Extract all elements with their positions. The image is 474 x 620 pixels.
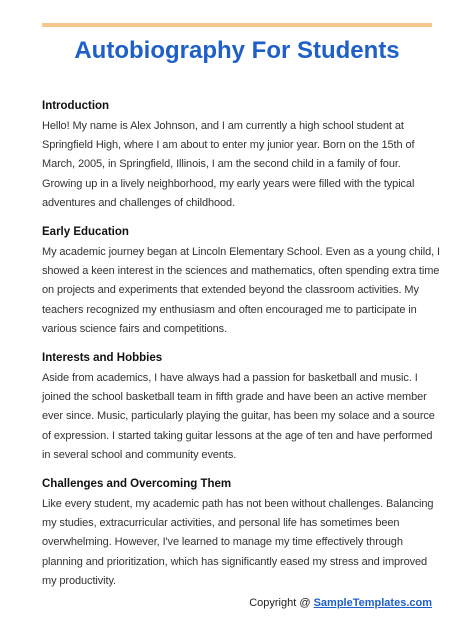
- document-title: Autobiography For Students: [74, 37, 400, 64]
- copyright-label: Copyright @: [249, 597, 311, 609]
- section-body: My academic journey began at Lincoln Elementary School. Even as a young child, I showed a keen interest in the sciences and mathematics, often spending extra time on projects and experiments that extended beyond the classroom activities. My teachers recognized my enthusiasm and often encouraged me to participate in various science fairs and competitions.: [42, 246, 441, 335]
- section-early-education: [42, 224, 442, 339]
- sampletemplates-link[interactable]: SampleTemplates.com: [313, 597, 432, 609]
- section-body: Like every student, my academic path has not been without challenges. Balancing my studies, extracurricular activities, and personal life has sometimes been overwhelming. However, I've learned to manage my time effectively through planning and prioritization, which has significantly eased my stress and improved my productivity.: [42, 498, 434, 587]
- document-content: [42, 98, 442, 602]
- section-challenges: [42, 476, 442, 591]
- section-heading: Challenges and Overcoming Them: [42, 478, 232, 491]
- section-body: Aside from academics, I have always had a passion for basketball and music. I joined the school basketball team in fifth grade and have been an active member ever since. Music, particularly playing the guitar, has been my solace and a source of expression. I started taking guitar lessons at the age of ten and have performed in several school and community events.: [42, 372, 435, 461]
- footer-copyright: [249, 597, 432, 609]
- section-heading: Early Education: [42, 226, 129, 239]
- section-interests-hobbies: [42, 350, 442, 465]
- section-body: Hello! My name is Alex Johnson, and I am currently a high school student at Springfield High, where I am about to enter my junior year. Born on the 15th of March, 2005, in Springfield, Illinois, I am the second child in a family of four. Growing up in a lively neighborhood, my early years were filled with the typical adventures and challenges of childhood.: [42, 120, 415, 209]
- section-introduction: [42, 98, 442, 213]
- section-heading: Interests and Hobbies: [42, 352, 163, 365]
- section-heading: Introduction: [42, 100, 110, 112]
- top-accent-bar: [42, 23, 432, 27]
